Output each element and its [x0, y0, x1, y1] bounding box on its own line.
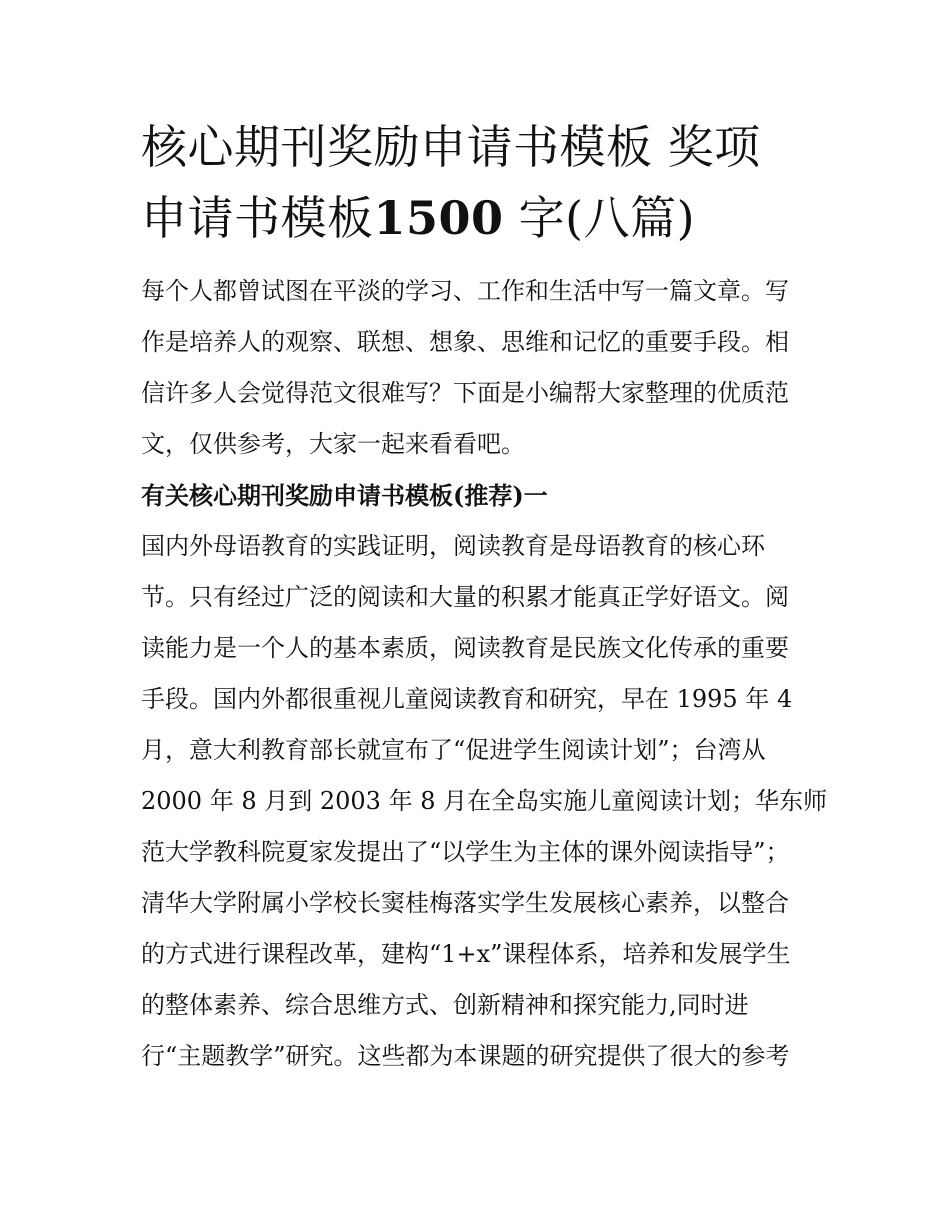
intro-paragraph: [141, 266, 813, 470]
body-line: 清华大学附属小学校长窦桂梅落实学生发展核心素养，以整合: [141, 889, 789, 917]
body-line: 手段。国内外都很重视儿童阅读教育和研究，早在 1995 年 4: [141, 685, 793, 713]
body-line: 行“主题教学”研究。这些都为本课题的研究提供了很大的参考: [141, 1042, 790, 1070]
body-line: 2000 年 8 月到 2003 年 8 月在全岛实施儿童阅读计划；华东师: [141, 787, 828, 815]
body-line: 月，意大利教育部长就宣布了“促进学生阅读计划”；台湾从: [141, 736, 766, 764]
document-title: [141, 112, 813, 254]
intro-line: 每个人都曾试图在平淡的学习、工作和生活中写一篇文章。写: [141, 277, 789, 305]
body-line: 节。只有经过广泛的阅读和大量的积累才能真正学好语文。阅: [141, 583, 789, 611]
title-line-2-number: 1500: [373, 191, 504, 245]
title-line-2: [141, 183, 813, 254]
intro-line: 作是培养人的观察、联想、想象、思维和记忆的重要手段。相: [141, 328, 789, 356]
body-line: 范大学教科院夏家发提出了“以学生为主体的课外阅读指导”；: [141, 838, 790, 866]
document-content: [141, 112, 828, 1082]
body-line: 读能力是一个人的基本素质，阅读教育是民族文化传承的重要: [141, 634, 789, 662]
title-line-1: 核心期刊奖励申请书模板 奖项: [141, 120, 761, 174]
intro-line: 文，仅供参考，大家一起来看看吧。: [141, 430, 525, 458]
title-line-2-part-a: 申请书模板: [141, 191, 374, 245]
body-line: 国内外母语教育的实践证明，阅读教育是母语教育的核心环: [141, 532, 765, 560]
body-line: 的方式进行课程改革，建构“1+x”课程体系，培养和发展学生: [141, 940, 791, 968]
title-line-2-part-c: 字(八篇): [503, 191, 696, 245]
body-paragraph: [141, 521, 828, 1082]
body-line: 的整体素养、综合思维方式、创新精神和探究能力,同时进: [141, 991, 749, 1019]
section-heading: 有关核心期刊奖励申请书模板(推荐)一: [141, 481, 548, 510]
intro-line: 信许多人会觉得范文很难写？下面是小编帮大家整理的优质范: [141, 379, 789, 407]
